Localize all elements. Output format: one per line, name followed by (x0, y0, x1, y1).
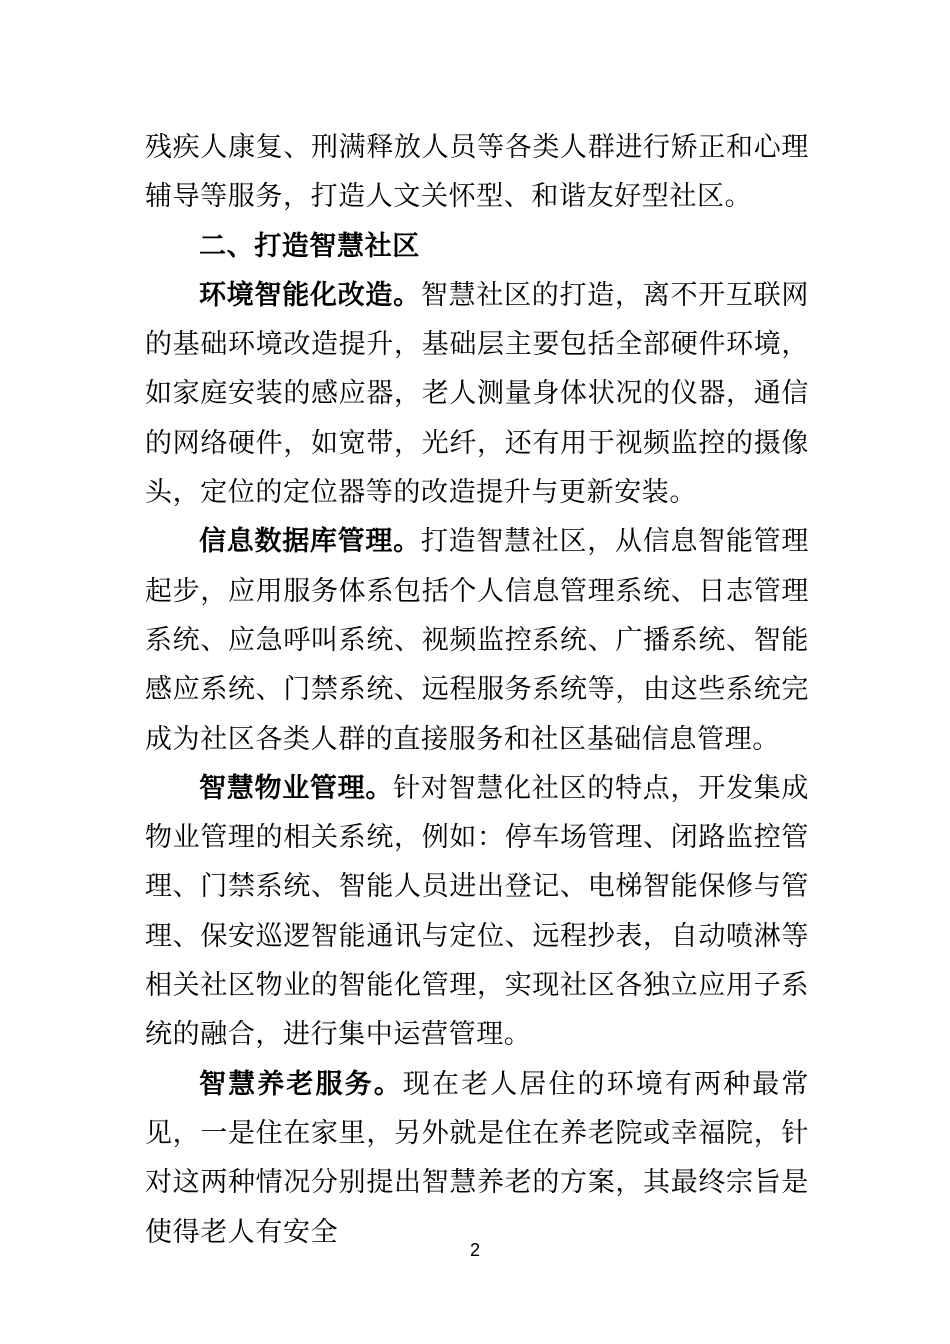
paragraph-text: 残疾人康复、刑满释放人员等各类人群进行矫正和心理辅导等服务，打造人文关怀型、和谐友好型社区。 (145, 132, 809, 213)
page-number: 2 (469, 1240, 480, 1260)
paragraph-text: 针对智慧化社区的特点，开发集成物业管理的相关系统，例如：停车场管理、闭路监控管理、门禁系统、智能人员进出登记、电梯智能保修与管理、保安巡逻智能通讯与定位、远程抄表，自动喷淋等相关社区物业的智能化管理，实现社区各独立应用子系统的融合，进行集中运营管理。 (145, 772, 810, 1051)
paragraph-lead: 环境智能化改造。 (199, 279, 421, 311)
paragraph-lead: 信息数据库管理。 (199, 526, 421, 558)
paragraph-property (145, 764, 809, 1060)
paragraph-lead: 智慧养老服务。 (199, 1068, 403, 1100)
document-body (145, 123, 809, 1257)
paragraph-text: 现在老人居住的环境有两种最常见，一是住在家里，另外就是住在养老院或幸福院，针对这两种情况分别提出智慧养老的方案，其最终宗旨是使得老人有安全 (145, 1068, 809, 1248)
paragraph-environment (145, 271, 809, 517)
paragraph-text: 智慧社区的打造，离不开互联网的基础环境改造提升，基础层主要包括全部硬件环境，如家庭安装的感应器，老人测量身体状况的仪器，通信的网络硬件，如宽带，光纤，还有用于视频监控的摄像头，定位的定位器等的改造提升与更新安装。 (145, 279, 809, 509)
paragraph-database (145, 517, 809, 763)
paragraph-text: 打造智慧社区，从信息智能管理起步，应用服务体系包括个人信息管理系统、日志管理系统、应急呼叫系统、视频监控系统、广播系统、智能感应系统、门禁系统、远程服务系统等，由这些系统完成为社区各类人群的直接服务和社区基础信息管理。 (145, 526, 809, 755)
paragraph-continuation (145, 123, 809, 222)
paragraph-lead: 智慧物业管理。 (199, 772, 394, 804)
section-heading (145, 222, 809, 271)
section-heading-text: 二、打造智慧社区 (199, 230, 420, 262)
paragraph-elderly-care (145, 1060, 809, 1257)
